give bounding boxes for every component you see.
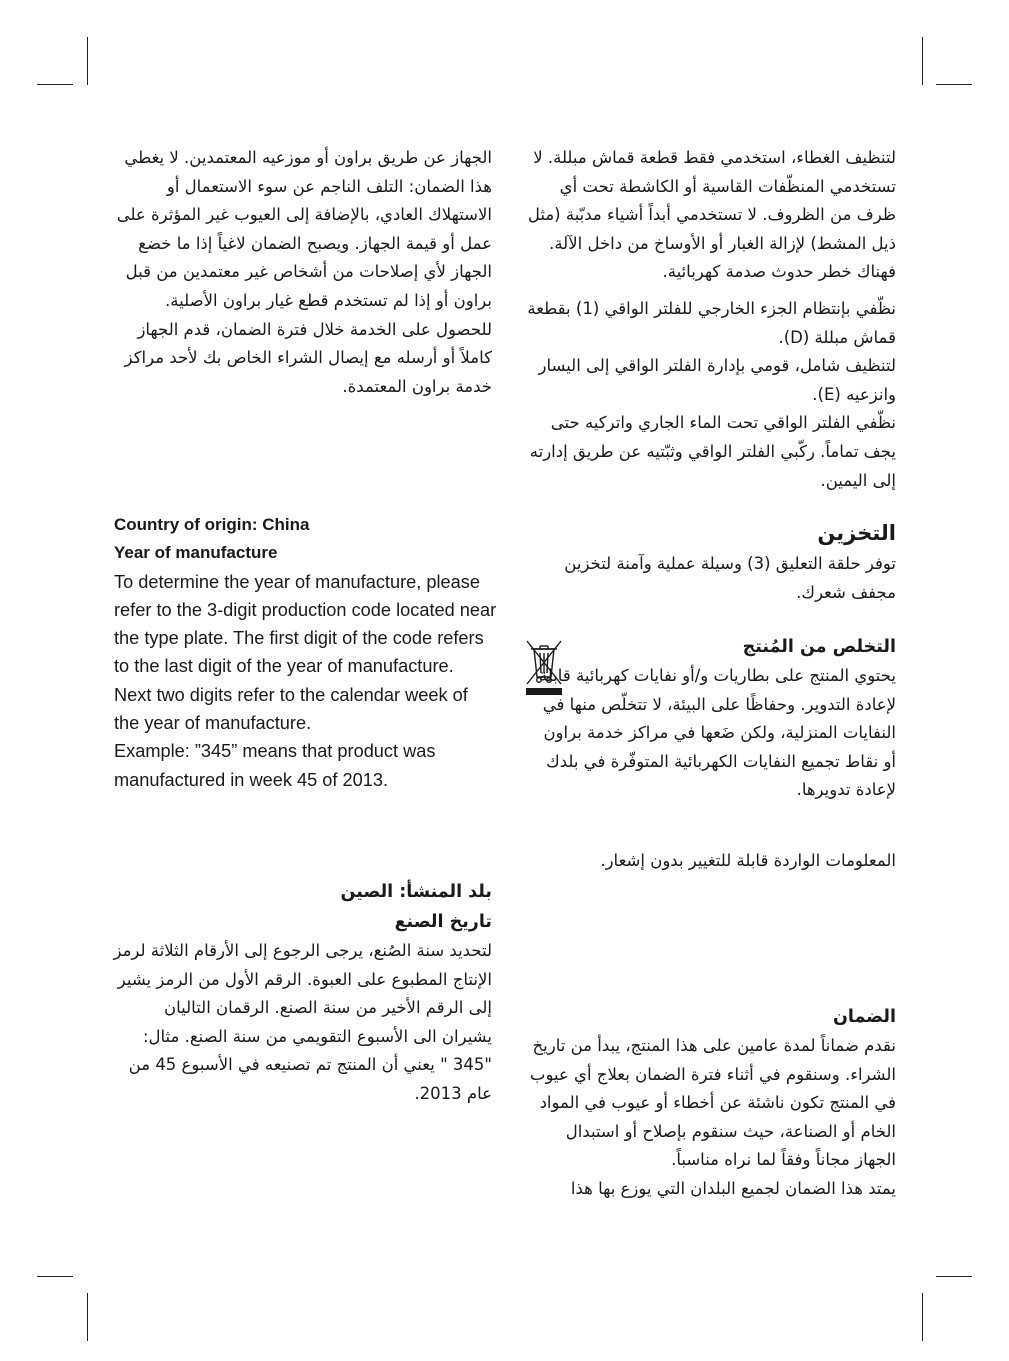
crop-mark-top-right-vertical [922, 37, 923, 85]
crop-mark-bottom-left-vertical [87, 1293, 88, 1341]
guarantee-heading: الضمان [832, 1007, 896, 1027]
year-paragraph-1: To determine the year of manufacture, please refer to the 3-digit production code located near the type plate. The first digit of the code refers to the last digit of the year of manufacture. [114, 571, 497, 677]
disposal-heading: التخلص من المُنتج [742, 637, 896, 657]
cleaning-paragraph: لتنظيف شامل، قومي بإدارة الفلتر الواقي إلى اليسار وانزعيه (E). [538, 356, 896, 404]
storage-heading: التخزين [817, 521, 896, 545]
year-paragraph-2: Next two digits refer to the calendar week of the year of manufacture. [114, 684, 468, 734]
arabic-year-heading: تاريخ الصنع [394, 912, 492, 932]
cleaning-paragraph: لتنظيف الغطاء، استخدمي فقط قطعة قماش مبللة. لا تستخدمي المنظّفات القاسية أو الكاشطة تحت أي ظرف من الظروف. لا تستخدمي أبداً أشياء مدبّبة (مثل ذيل المشط) لإزالة الغبار أو الأوساخ من داخل الآلة. فهناك خطر حدوث صدمة كهربائية. [527, 148, 896, 282]
disposal-text: يحتوي المنتج على بطاريات و/أو نفايات كهربائية قابلة لإعادة التدوير. وحفاظًا على البيئة، لا تتخلّص منها في النفايات المنزلية، ولكن ضَعها في مراكز خدمة براون أو نقاط تجميع النفايات الكهربائية المتوفّرة في بلدك لإعادة تدويرها. [538, 666, 896, 800]
storage-text: توفر حلقة التعليق (3) وسيلة عملية وآمنة لتخزين مجفف شعرك. [564, 554, 896, 602]
english-origin-section [114, 511, 498, 794]
guarantee-text-extended: يمتد هذا الضمان لجميع البلدان التي يوزع بها هذا [570, 1178, 896, 1198]
country-of-origin: Country of origin: China [114, 515, 310, 534]
notice-section [520, 847, 896, 876]
service-text: للحصول على الخدمة خلال فترة الضمان، قدم الجهاز كاملاً أو أرسله مع إيصال الشراء الخاص بك لأحد مراكز خدمة براون المعتمدة. [124, 319, 492, 396]
disposal-text-block [530, 662, 896, 805]
crop-mark-bottom-right-vertical [922, 1293, 923, 1341]
crop-mark-top-left-horizontal [37, 84, 73, 85]
arabic-country-of-origin: بلد المنشأ: الصين [340, 882, 492, 902]
guarantee-text: نقدم ضماناً لمدة عامين على هذا المنتج، يبدأ من تاريخ الشراء. وسنقوم في أثناء فترة الضمان بعلاج أي عيوب في المنتج تكون ناشئة عن أخطاء أو عيوب في المواد الخام أو الصناعة، حيث سنقوم بإصلاح أو استبدال الجهاز مجاناً وفقاً لما نراه مناسباً. [529, 1036, 896, 1170]
crop-mark-top-left-vertical [87, 37, 88, 85]
storage-section [540, 516, 896, 607]
arabic-year-text: لتحديد سنة الصُنع، يرجى الرجوع إلى الأرقام الثلاثة لرمز الإنتاج المطبوع على العبوة. الرقم الأول من الرمز يشير إلى الرقم الأخير من سنة الصنع. الرقمان التاليان يشيران الى الأسبوع التقويمي من سنة الصنع. مثال: "345 " يعني أن المنتج تم تصنيعه في الأسبوع 45 من عام 2013. [113, 941, 492, 1103]
cleaning-section [520, 144, 896, 495]
disposal-section [574, 632, 896, 662]
notice-text: المعلومات الواردة قابلة للتغيير بدون إشعار. [600, 851, 896, 870]
cleaning-paragraph: نظّفي الفلتر الواقي تحت الماء الجاري واتركيه حتى يجف تماماً. ركّبي الفلتر الواقي وثبّتيه عن طريق إدارته إلى اليمين. [529, 413, 896, 490]
crop-mark-bottom-right-horizontal [936, 1276, 972, 1277]
guarantee-continued-text: الجهاز عن طريق براون أو موزعيه المعتمدين. لا يغطي هذا الضمان: التلف الناجم عن سوء الاستعمال أو الاستهلاك العادي، بالإضافة إلى العيوب غير المؤثرة على عمل أو قيمة الجهاز. ويصبح الضمان لاغياً إذا ما خضع الجهاز لأي إصلاحات من أشخاص غير معتمدين من قبل براون أو إذا لم تستخدم قطع غيار براون الأصلية. [116, 148, 492, 310]
crop-mark-top-right-horizontal [936, 84, 972, 85]
guarantee-section [522, 1002, 896, 1204]
crop-mark-bottom-left-horizontal [37, 1276, 73, 1277]
guarantee-continued-section [112, 144, 492, 401]
crossed-out-wheelie-bin-icon [524, 637, 564, 697]
arabic-origin-section [112, 877, 492, 1109]
year-paragraph-3: Example: ”345” means that product was manufactured in week 45 of 2013. [114, 741, 436, 790]
cleaning-paragraph: نظّفي بإنتظام الجزء الخارجي للفلتر الواقي (1) بقطعة قماش مبللة (D). [527, 298, 896, 347]
year-of-manufacture-heading: Year of manufacture [114, 543, 278, 563]
